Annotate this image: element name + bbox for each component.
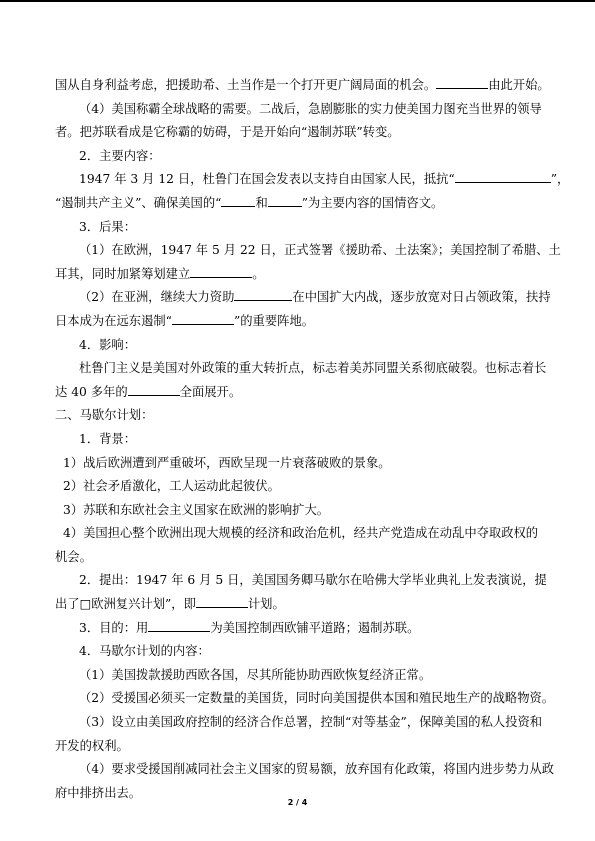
list-item — [55, 452, 542, 476]
text-line — [55, 98, 542, 122]
list-item — [55, 687, 555, 711]
text-segment: 二、马歇尔计划： — [55, 408, 154, 423]
fill-in-blank — [268, 193, 302, 207]
section-heading — [55, 145, 542, 169]
fill-in-blank — [172, 311, 234, 325]
text-segment: （4）美国称霸全球战略的需要。二战后，急剧膨胀的实力使美国力图充当世界的领导 — [79, 101, 542, 116]
list-item — [55, 475, 542, 499]
fill-in-blank — [234, 287, 292, 301]
fill-in-blank — [190, 264, 252, 278]
text-line — [55, 192, 542, 216]
list-item — [55, 499, 542, 523]
fill-in-blank — [221, 193, 255, 207]
section-heading — [55, 216, 542, 240]
text-line — [55, 286, 551, 310]
text-segment: 在中国扩大内战，逐步放宽对日占领政策，扶持 — [292, 290, 551, 305]
text-segment: 3．目的：用 — [79, 620, 149, 635]
fill-in-blank — [455, 169, 551, 183]
text-segment: 国从自身利益考虑，把援助希、土当作是一个打开更广阔局面的机会。 — [55, 78, 437, 92]
list-item — [55, 758, 555, 782]
text-segment: 2．主要内容： — [79, 148, 161, 163]
text-segment: （1）美国拨款援助西欧各国，尽其所能协助西欧恢复经济正常。 — [79, 667, 432, 682]
text-line — [55, 239, 561, 263]
text-segment: 由此开始。 — [488, 78, 550, 92]
text-line — [55, 263, 542, 287]
text-segment: 4）美国担心整个欧洲出现大规模的经济和政治危机，经共产党造成在动乱中夺取政权的 — [63, 526, 539, 541]
text-line — [55, 168, 570, 192]
text-segment: 耳其，同时加紧筹划建立 — [55, 266, 191, 281]
fill-in-blank — [148, 618, 210, 632]
text-segment: 全面展开。 — [179, 384, 242, 399]
text-segment: 府中排挤出去。 — [55, 785, 142, 800]
page-number: 2 / 4 — [287, 798, 308, 807]
text-segment: 3）苏联和东欧社会主义国家在欧洲的影响扩大。 — [63, 502, 330, 517]
text-segment: 2）社会矛盾激化，工人运动此起彼伏。 — [63, 479, 280, 494]
text-line — [55, 121, 542, 145]
text-line — [55, 569, 547, 593]
text-segment: 1947 年 3 月 12 日，杜鲁门在国会发表以支持自由国家人民，抵抗“ — [79, 172, 455, 187]
text-segment: 出了□欧洲复兴计划”，即 — [55, 597, 196, 612]
text-segment: 3．后果： — [79, 219, 137, 234]
text-segment: 达 40 多年的 — [55, 384, 128, 399]
text-segment: （2）受援国必须买一定数量的美国货，同时向美国提供本国和殖民地生产的战略物资。 — [79, 691, 555, 706]
text-segment: 日本成为在远东遏制“ — [55, 313, 172, 328]
text-segment: 。 — [252, 266, 265, 281]
text-segment: 4．马歇尔计划的内容： — [79, 644, 210, 659]
section-heading — [55, 334, 542, 358]
text-segment: 2．提出：1947 年 6 月 5 日，美国国务卿马歇尔在哈佛大学毕业典礼上发表演说，提 — [79, 573, 547, 588]
text-segment: ”， — [550, 172, 570, 187]
text-line — [55, 357, 547, 381]
text-segment: 者。把苏联看成是它称霸的妨碍，于是开始向“遏制苏联”转变。 — [55, 125, 400, 140]
fill-in-blank — [128, 382, 180, 396]
text-segment: 为美国控制西欧铺平道路；遏制苏联。 — [210, 620, 420, 635]
text-segment: （2）在亚洲，继续大力资助 — [79, 290, 235, 305]
text-segment: “遏制共产主义”、确保美国的“ — [55, 195, 222, 210]
text-segment: ”为主要内容的国情咨文。 — [301, 195, 444, 210]
text-segment: 杜鲁门主义是美国对外政策的重大转折点，标志着美苏同盟关系彻底破裂。也标志着长 — [79, 361, 547, 376]
text-segment: 4．影响： — [79, 337, 137, 352]
list-item — [55, 522, 542, 546]
section-title — [55, 404, 542, 428]
text-segment: （3）设立由美国政府控制的经济合作总署，控制“对等基金”，保障美国的私人投资和 — [79, 715, 543, 730]
text-line — [55, 310, 542, 334]
fill-in-blank — [436, 75, 488, 89]
text-segment: （1）在欧洲，1947 年 5 月 22 日，正式签署《援助希、土法案》；美国控制了希腊、土 — [79, 243, 561, 258]
text-segment: 开发的权利。 — [55, 738, 129, 753]
text-segment: 计划。 — [247, 597, 285, 612]
document-body — [55, 74, 570, 805]
text-segment: 机会。 — [55, 549, 92, 564]
text-segment: 和 — [255, 195, 268, 210]
text-line — [55, 593, 542, 617]
section-heading — [55, 640, 542, 664]
list-item — [55, 711, 542, 735]
page-top-border — [0, 0, 595, 2]
text-line — [55, 381, 542, 405]
text-segment: （4）要求受援国削减同社会主义国家的贸易额，放弃国有化政策，将国内进步势力从政 — [79, 762, 555, 777]
text-line — [55, 735, 542, 759]
text-segment: 1）战后欧洲遭到严重破坏，西欧呈现一片衰落破败的景象。 — [63, 455, 391, 470]
text-line — [55, 546, 542, 570]
section-heading — [55, 428, 542, 452]
text-segment: ”的重要阵地。 — [233, 313, 315, 328]
text-line — [55, 617, 542, 641]
text-line — [55, 74, 550, 98]
fill-in-blank — [196, 594, 248, 608]
text-segment: 1．背景： — [79, 431, 137, 446]
list-item — [55, 664, 542, 688]
